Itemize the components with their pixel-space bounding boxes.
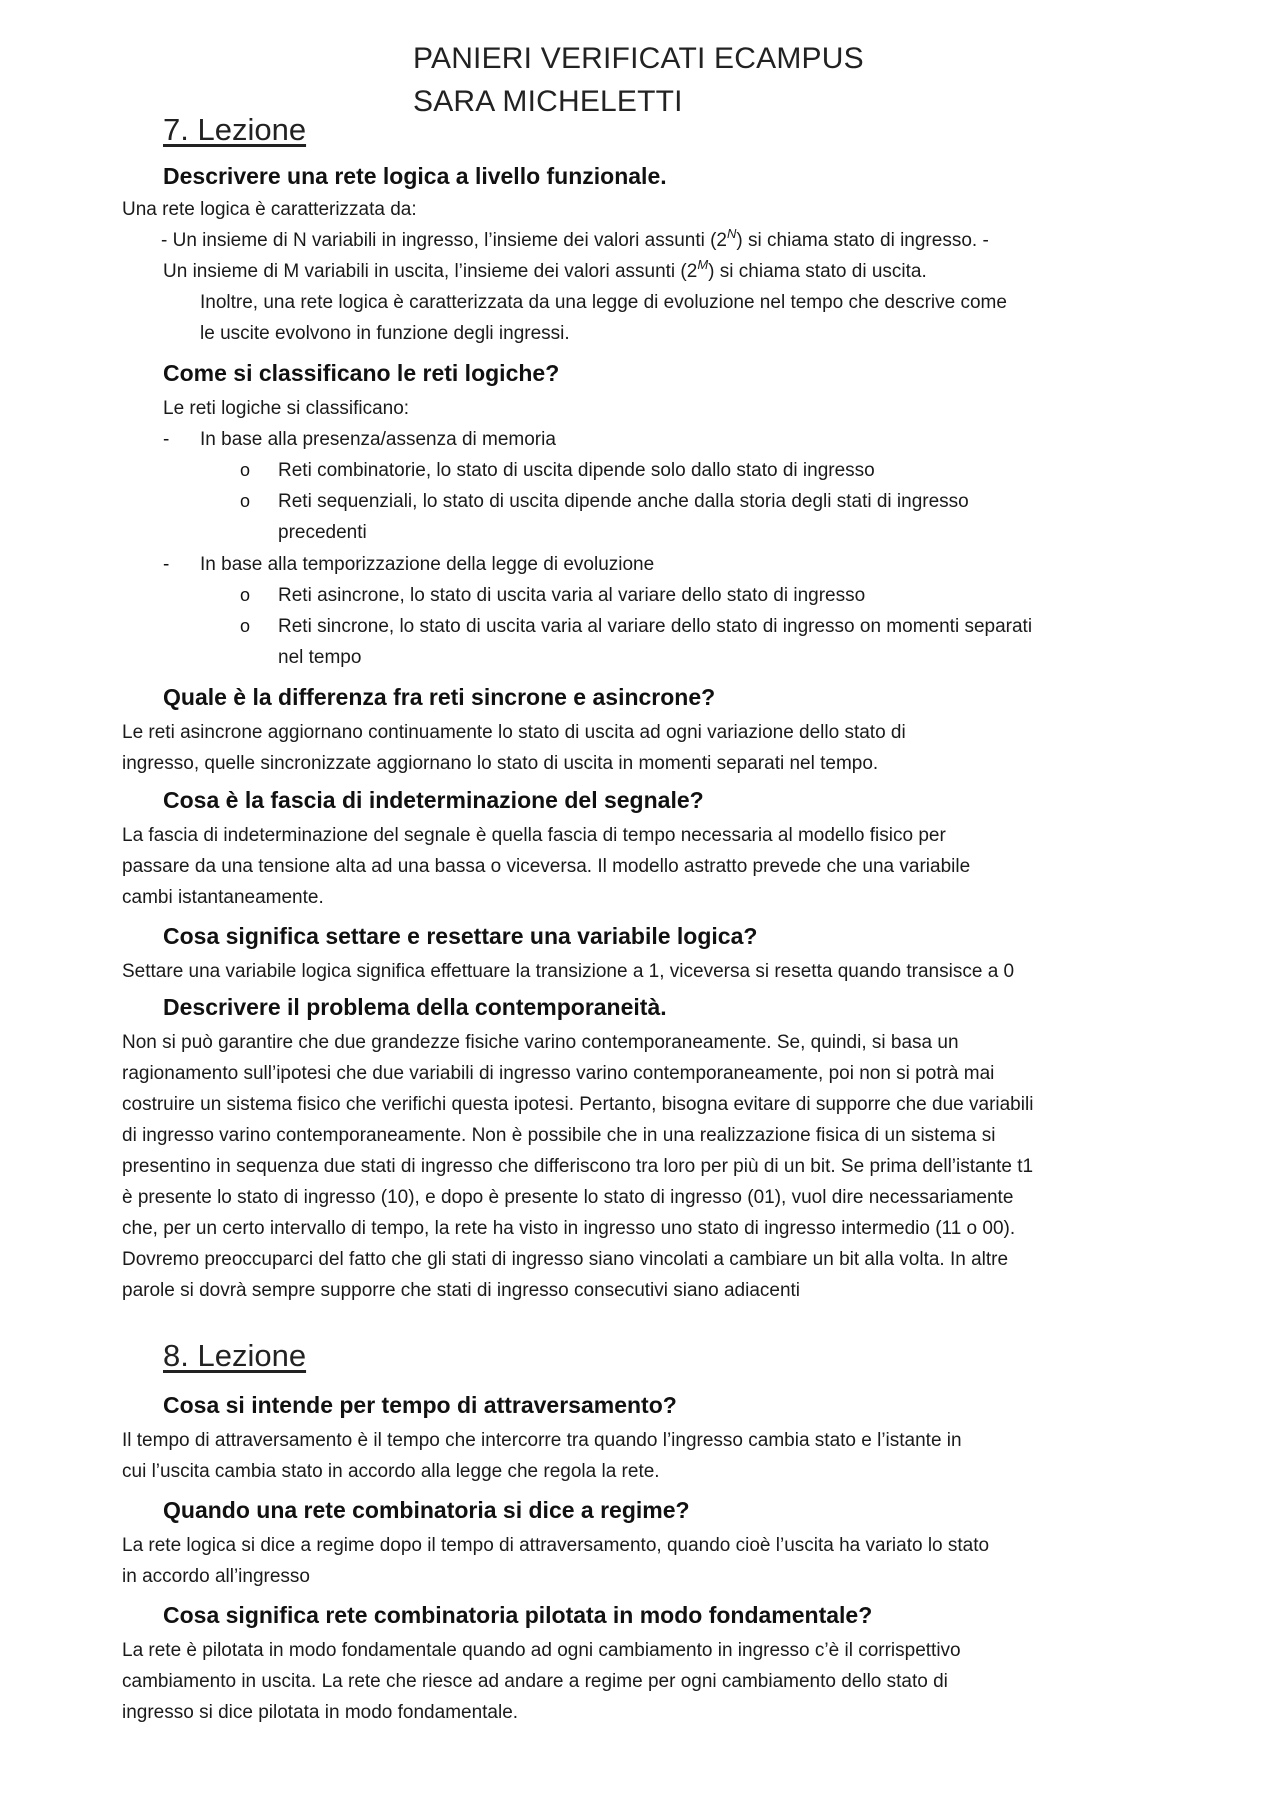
paragraph-line: ingresso, quelle sincronizzate aggiornano lo stato di uscita in momenti separati nel tempo. — [122, 753, 879, 774]
list-item: Reti asincrone, lo stato di uscita varia al variare dello stato di ingresso — [278, 585, 866, 606]
question-heading: Descrivere il problema della contemporaneità. — [163, 994, 667, 1020]
paragraph-line: che, per un certo intervallo di tempo, la rete ha visto in ingresso uno stato di ingresso intermedio (11 o 00). — [122, 1218, 1016, 1239]
paragraph-line: Le reti asincrone aggiornano continuamente lo stato di uscita ad ogni variazione dello stato di — [122, 722, 906, 743]
paragraph-line: di ingresso varino contemporaneamente. Non è possibile che in una realizzazione fisica di un sistema si — [122, 1125, 996, 1146]
lesson-7-title: 7. Lezione — [163, 112, 307, 147]
paragraph-line: - Un insieme di N variabili in ingresso, l’insieme dei valori assunti $(2^N)$ si chiama stato di ingresso. - — [161, 225, 989, 251]
header-line-2: SARA MICHELETTI — [413, 85, 683, 118]
circle-bullet: o — [240, 460, 251, 480]
paragraph-line: Settare una variabile logica significa effettuare la transizione a 1, viceversa si resetta quando transisce a 0 — [122, 961, 1015, 982]
paragraph-line: è presente lo stato di ingresso (10), e dopo è presente lo stato di ingresso (01), vuol dire necessariamente — [122, 1187, 1014, 1208]
paragraph-line: Il tempo di attraversamento è il tempo che intercorre tra quando l’ingresso cambia stato e l’istante in — [122, 1430, 962, 1451]
lesson-8-title: 8. Lezione — [163, 1338, 307, 1373]
paragraph-line: Un insieme di M variabili in uscita, l’insieme dei valori assunti $(2^M)$ si chiama stato di uscita. — [163, 256, 927, 282]
list-item-continuation: nel tempo — [278, 647, 362, 668]
paragraph-line: presentino in sequenza due stati di ingresso che differiscono tra loro per più di un bit. Se prima dell’istante t1 — [122, 1156, 1034, 1177]
paragraph-line: cui l’uscita cambia stato in accordo alla legge che regola la rete. — [122, 1461, 660, 1482]
list-item: Reti sequenziali, lo stato di uscita dipende anche dalla storia degli stati di ingresso — [278, 491, 969, 512]
question-heading: Quale è la differenza fra reti sincrone e asincrone? — [163, 684, 716, 710]
list-item: In base alla temporizzazione della legge di evoluzione — [200, 554, 655, 575]
list-item: In base alla presenza/assenza di memoria — [200, 429, 556, 450]
paragraph-line: La rete è pilotata in modo fondamentale quando ad ogni cambiamento in ingresso c’è il corrispettivo — [122, 1640, 961, 1661]
paragraph-line: Inoltre, una rete logica è caratterizzata da una legge di evoluzione nel tempo che descrive come — [200, 292, 1007, 313]
paragraph-line: passare da una tensione alta ad una bassa o viceversa. Il modello astratto prevede che una variabile — [122, 856, 971, 877]
paragraph-line: La fascia di indeterminazione del segnale è quella fascia di tempo necessaria al modello fisico per — [122, 825, 946, 846]
paragraph-line: cambiamento in uscita. La rete che riesce ad andare a regime per ogni cambiamento dello stato di — [122, 1671, 948, 1692]
question-heading: Quando una rete combinatoria si dice a regime? — [163, 1497, 690, 1523]
question-heading: Cosa significa settare e resettare una variabile logica? — [163, 923, 758, 949]
question-heading: Cosa significa rete combinatoria pilotata in modo fondamentale? — [163, 1602, 873, 1628]
question-heading: Cosa si intende per tempo di attraversamento? — [163, 1392, 677, 1418]
paragraph-line: Una rete logica è caratterizzata da: — [122, 199, 417, 220]
list-item: Reti sincrone, lo stato di uscita varia al variare dello stato di ingresso on momenti separati — [278, 616, 1033, 637]
paragraph-line: Le reti logiche si classificano: — [163, 398, 410, 419]
circle-bullet: o — [240, 616, 251, 636]
paragraph-line: cambi istantaneamente. — [122, 887, 324, 908]
list-item: Reti combinatorie, lo stato di uscita dipende solo dallo stato di ingresso — [278, 460, 875, 481]
paragraph-line: ingresso si dice pilotata in modo fondamentale. — [122, 1702, 519, 1723]
header-line-1: PANIERI VERIFICATI ECAMPUS — [413, 42, 864, 75]
paragraph-line: La rete logica si dice a regime dopo il tempo di attraversamento, quando cioè l’uscita ha variato lo stato — [122, 1535, 990, 1556]
question-heading: Descrivere una rete logica a livello funzionale. — [163, 163, 667, 189]
question-heading: Cosa è la fascia di indeterminazione del segnale? — [163, 787, 704, 813]
superscript: M — [697, 256, 709, 272]
paragraph-line: costruire un sistema fisico che verifichi questa ipotesi. Pertanto, bisogna evitare di supporre che due variabili — [122, 1094, 1034, 1115]
circle-bullet: o — [240, 585, 251, 605]
paragraph-line: Dovremo preoccuparci del fatto che gli stati di ingresso siano vincolati a cambiare un bit alla volta. In altre — [122, 1249, 1009, 1270]
paragraph-line: Non si può garantire che due grandezze fisiche varino contemporaneamente. Se, quindi, si basa un — [122, 1032, 959, 1053]
superscript: N — [727, 225, 737, 241]
question-heading: Come si classificano le reti logiche? — [163, 360, 560, 386]
paragraph-line: parole si dovrà sempre supporre che stati di ingresso consecutivi siano adiacenti — [122, 1280, 801, 1301]
paragraph-line: le uscite evolvono in funzione degli ingressi. — [200, 323, 570, 344]
dash-bullet: - — [163, 429, 170, 450]
list-item-continuation: precedenti — [278, 522, 367, 543]
paragraph-line: in accordo all’ingresso — [122, 1566, 310, 1587]
circle-bullet: o — [240, 491, 251, 511]
dash-bullet: - — [163, 554, 170, 575]
paragraph-line: ragionamento sull’ipotesi che due variabili di ingresso varino contemporaneamente, poi non si potrà mai — [122, 1063, 995, 1084]
